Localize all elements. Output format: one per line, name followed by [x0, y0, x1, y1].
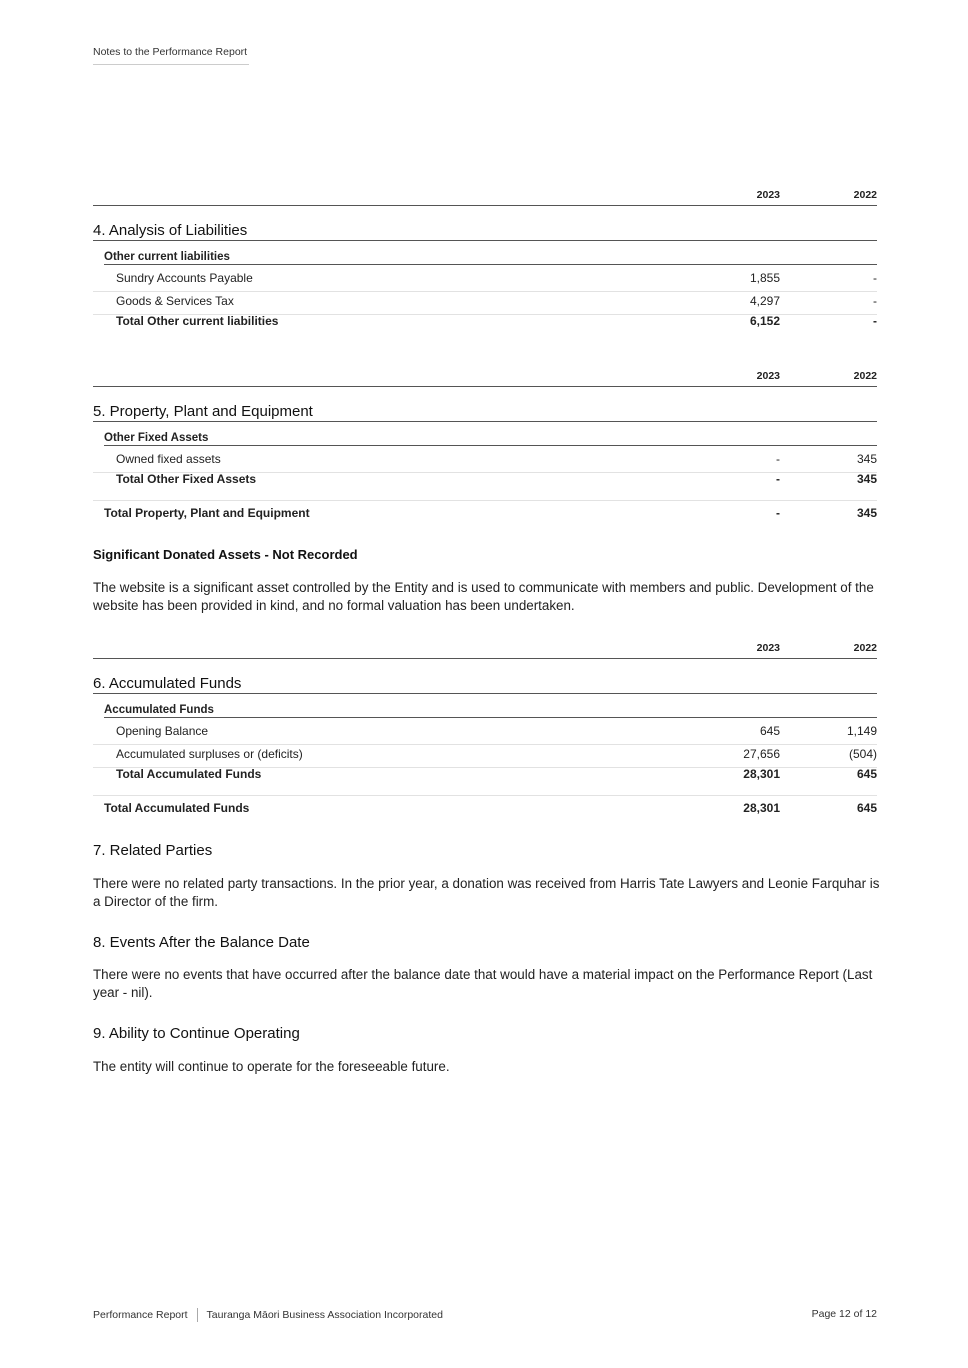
row-label: Accumulated surpluses or (deficits) [116, 747, 303, 761]
row-label: Sundry Accounts Payable [116, 271, 253, 285]
subsection-title-liabilities: Other current liabilities [104, 251, 877, 265]
section-title-funds: 6. Accumulated Funds [93, 675, 877, 694]
table-row-total [93, 472, 877, 492]
donated-assets-text: The website is a significant asset controlled by the Entity and is used to communicate with members and public. Development of the website has been provided in kind, and no formal valuation has been undertaken. [93, 580, 874, 613]
section-title-events: 8. Events After the Balance Date [93, 934, 310, 951]
year-current: 2023 [756, 189, 780, 201]
row-value-2023: - [776, 452, 780, 466]
row-value-2022: 345 [856, 472, 877, 486]
year-prior: 2022 [853, 642, 877, 654]
row-label: Total Accumulated Funds [104, 801, 250, 815]
row-label: Opening Balance [116, 724, 209, 738]
table-row [93, 271, 877, 292]
row-value-2023: - [776, 506, 780, 520]
row-value-2022: - [873, 271, 877, 285]
row-label: Total Other current liabilities [116, 314, 279, 328]
row-value-2023: 4,297 [749, 294, 780, 308]
continue-text: The entity will continue to operate for the foreseeable future. [93, 1059, 450, 1074]
year-prior: 2022 [853, 370, 877, 382]
related-parties-text: There were no related party transactions. In the prior year, a donation was received from Harris Tate Lawyers and Leonie Farquhar is a Director of the firm. [93, 876, 880, 909]
row-value-2023: 645 [759, 724, 780, 738]
donated-assets-title: Significant Donated Assets - Not Recorded [93, 547, 358, 562]
section-title-continue: 9. Ability to Continue Operating [93, 1025, 300, 1042]
year-current: 2023 [756, 370, 780, 382]
table-row [93, 747, 877, 768]
row-value-2022: - [873, 314, 877, 328]
subsection-title-ppe: Other Fixed Assets [104, 432, 877, 446]
row-value-2022: (504) [848, 747, 877, 761]
row-value-2022: 345 [856, 452, 877, 466]
events-text: There were no events that have occurred after the balance date that would have a material impact on the Performance Report (Last year - nil). [93, 967, 873, 1000]
year-current: 2023 [756, 642, 780, 654]
page-footer [93, 1308, 877, 1322]
running-header: Notes to the Performance Report [93, 46, 249, 65]
year-header [93, 370, 877, 387]
row-value-2022: 345 [856, 506, 877, 520]
row-label: Total Other Fixed Assets [116, 472, 257, 486]
table-row [93, 294, 877, 315]
row-value-2022: 1,149 [846, 724, 877, 738]
row-label: Goods & Services Tax [116, 294, 234, 308]
row-value-2023: - [776, 472, 780, 486]
row-value-2023: 28,301 [743, 767, 780, 781]
section-title-liabilities: 4. Analysis of Liabilities [93, 222, 877, 241]
row-label: Total Property, Plant and Equipment [104, 506, 310, 520]
table-row [93, 452, 877, 473]
row-label: Owned fixed assets [116, 452, 221, 466]
row-value-2022: - [873, 294, 877, 308]
footer-report-name: Performance Report [93, 1308, 188, 1321]
row-value-2022: 645 [856, 767, 877, 781]
footer-organisation: Tauranga Māori Business Association Incorporated [206, 1308, 443, 1321]
table-row-total [93, 314, 877, 334]
footer-page-number: Page 12 of 12 [811, 1308, 877, 1320]
row-value-2023: 27,656 [743, 747, 780, 761]
row-value-2023: 28,301 [743, 801, 780, 815]
table-row-grand-total [93, 795, 877, 821]
section-title-related-parties: 7. Related Parties [93, 842, 213, 859]
subsection-title-funds: Accumulated Funds [104, 704, 877, 718]
table-row-total [93, 767, 877, 787]
footer-divider [197, 1308, 198, 1322]
row-label: Total Accumulated Funds [116, 767, 262, 781]
table-row [93, 724, 877, 745]
section-title-ppe: 5. Property, Plant and Equipment [93, 403, 877, 422]
row-value-2023: 6,152 [749, 314, 780, 328]
year-prior: 2022 [853, 189, 877, 201]
row-value-2022: 645 [856, 801, 877, 815]
table-row-grand-total [93, 500, 877, 526]
year-header [93, 189, 877, 206]
year-header [93, 642, 877, 659]
row-value-2023: 1,855 [749, 271, 780, 285]
